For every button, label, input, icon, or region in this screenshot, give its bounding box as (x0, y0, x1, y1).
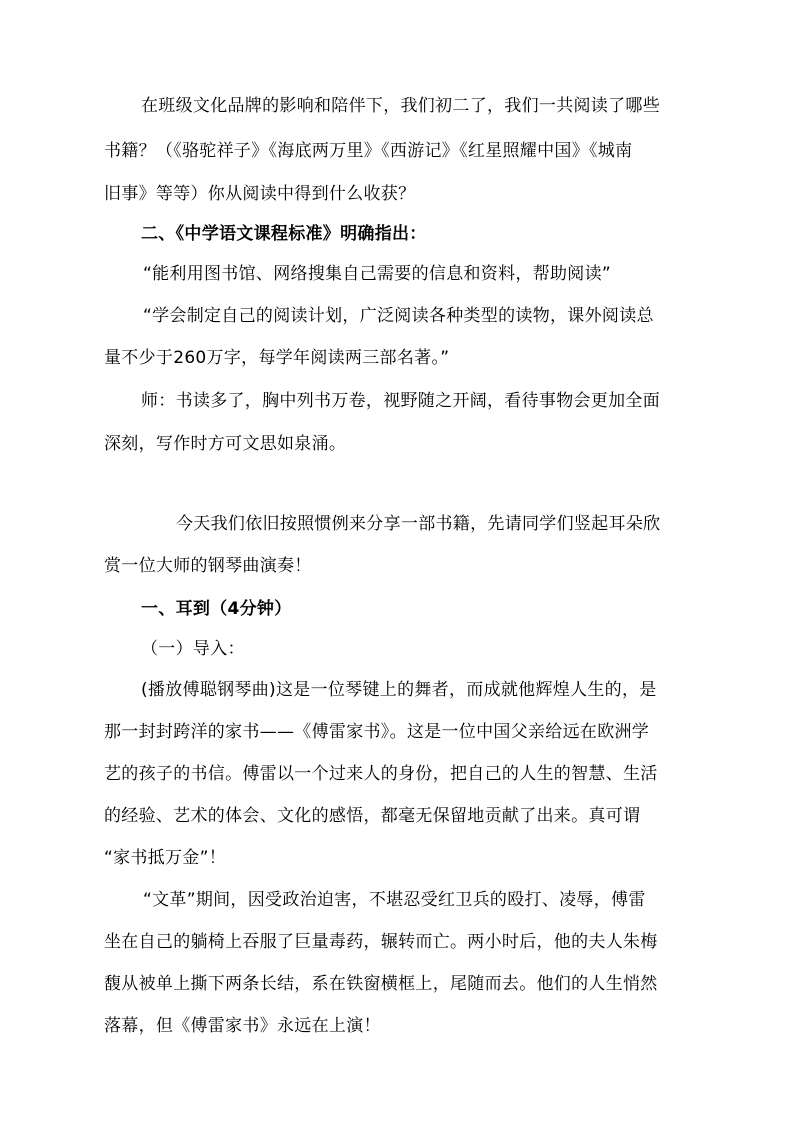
section-heading-curriculum-standard: 二、《中学语文课程标准》明确指出： (141, 224, 427, 244)
cultural-revolution-paragraph-line-3: 馥从被单上撕下两条长结，系在铁窗横框上，尾随而去。他们的人生悄然 (104, 974, 658, 994)
quote-library-research: “能利用图书馆、网络搜集自己需要的信息和资料，帮助阅读” (143, 264, 612, 284)
fu-lei-paragraph-line-4: 的经验、艺术的体会、文化的感悟，都毫无保留地贡献了出来。真可谓 (104, 806, 641, 826)
paragraph-reading-question-line-1: 在班级文化品牌的影响和陪伴下，我们初二了，我们一共阅读了哪些 (141, 96, 660, 116)
section-heading-listening: 一、耳到（4分钟） (141, 599, 292, 619)
teacher-remark-line-1: 师：书读多了，胸中列书万卷，视野随之开阔，看待事物会更加全面 (141, 391, 660, 411)
fu-lei-paragraph-line-1: (播放傅聪钢琴曲)这是一位琴键上的舞者，而成就他辉煌人生的，是 (141, 680, 657, 700)
fu-lei-paragraph-line-5: “家书抵万金”！ (104, 848, 227, 868)
paragraph-reading-question-line-2: 书籍？（《骆驼祥子》《海底两万里》《西游记》《红星照耀中国》《城南 (104, 141, 633, 161)
subheading-introduction: （一）导入： (141, 639, 245, 659)
cultural-revolution-paragraph-line-2: 坐在自己的躺椅上吞服了巨量毒药，辗转而亡。两小时后，他的夫人朱梅 (104, 932, 658, 952)
cultural-revolution-paragraph-line-1: “文革”期间，因受政治迫害，不堪忍受红卫兵的殴打、凌辱，傅雷 (143, 890, 646, 910)
fu-lei-paragraph-line-2: 那一封封跨洋的家书——《傅雷家书》。这是一位中国父亲给远在欧洲学 (104, 722, 650, 742)
cultural-revolution-paragraph-line-4: 落幕，但《傅雷家书》永远在上演！ (104, 1016, 381, 1036)
intro-paragraph-line-1: 今天我们依旧按照惯例来分享一部书籍，先请同学们竖起耳朵欣 (176, 514, 661, 534)
intro-paragraph-line-2: 赏一位大师的钢琴曲演奏！ (104, 556, 312, 576)
paragraph-reading-question-line-3: 旧事》等等）你从阅读中得到什么收获？ (104, 184, 416, 204)
fu-lei-paragraph-line-3: 艺的孩子的书信。傅雷以一个过来人的身份，把自己的人生的智慧、生活 (104, 764, 658, 784)
quote-reading-plan-line-1: “学会制定自己的阅读计划，广泛阅读各种类型的读物，课外阅读总 (143, 306, 654, 326)
teacher-remark-line-2: 深刻，写作时方可文思如泉涌。 (104, 434, 347, 454)
quote-reading-plan-line-2: 量不少于260万字，每学年阅读两三部名著。” (104, 348, 450, 368)
